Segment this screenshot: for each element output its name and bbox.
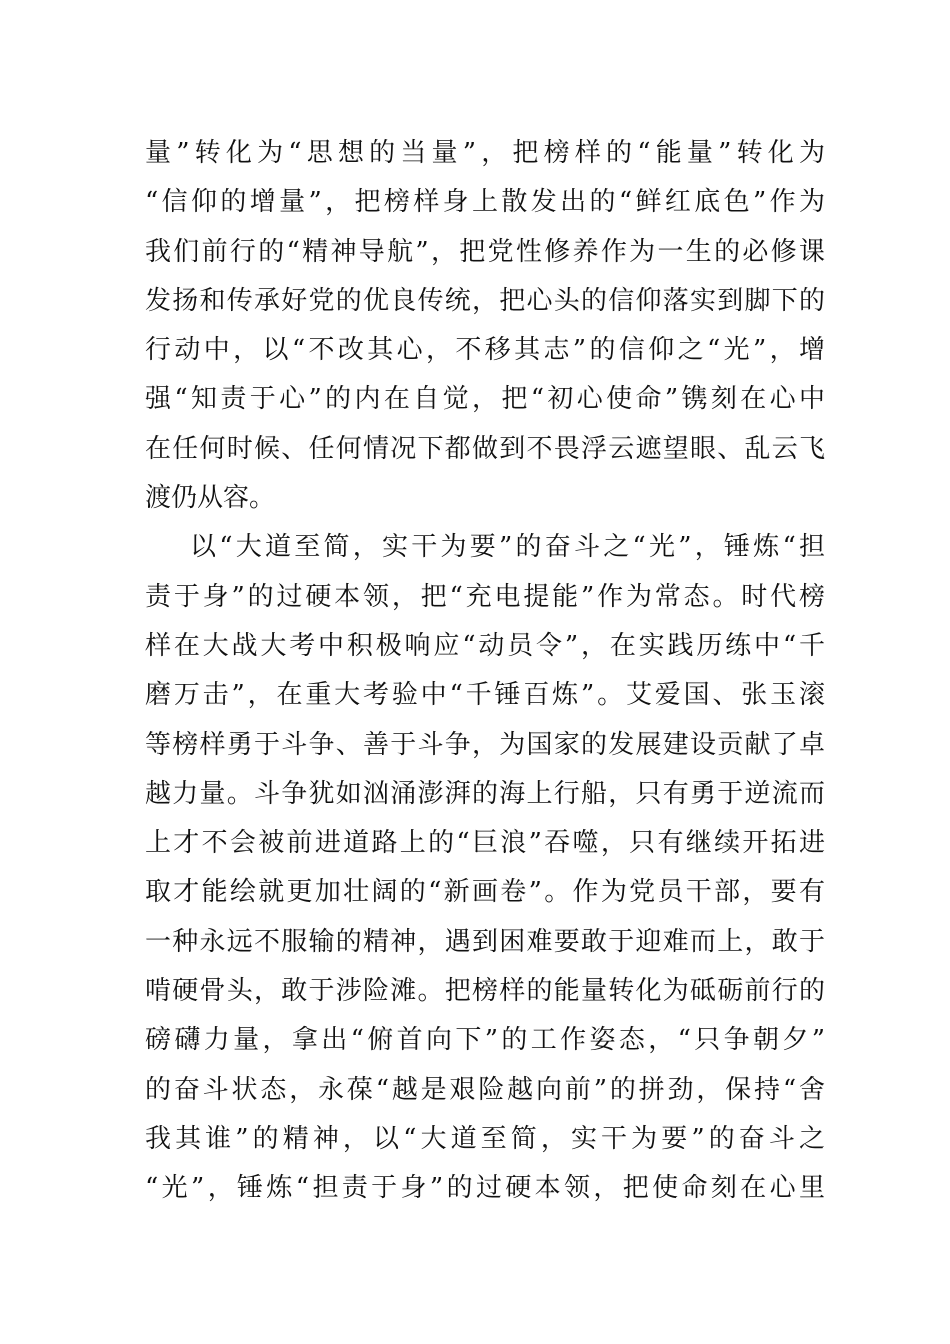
text-line: 一种永远不服输的精神，遇到困难要敢于迎难而上，敢于 (145, 926, 825, 957)
text-line: 责于身”的过硬本领，把“充电提能”作为常态。时代榜 (145, 581, 825, 612)
text-line: 磅礴力量，拿出“俯首向下”的工作姿态，“只争朝夕” (145, 1025, 825, 1056)
paragraph-2 (145, 523, 825, 1213)
text-line: 行动中，以“不改其心，不移其志”的信仰之“光”，增 (145, 335, 825, 366)
text-line: 上才不会被前进道路上的“巨浪”吞噬，只有继续开拓进 (145, 828, 825, 859)
text-line: 量”转化为“思想的当量”，把榜样的“能量”转化为 (145, 138, 825, 168)
text-line: 样在大战大考中积极响应“动员令”，在实践历练中“千 (145, 630, 825, 661)
text-line: “光”，锤炼“担责于身”的过硬本领，把使命刻在心里 (145, 1173, 825, 1204)
text-line: 越力量。斗争犹如汹涌澎湃的海上行船，只有勇于逆流而 (145, 778, 825, 809)
body-text (145, 129, 825, 1214)
text-line: 发扬和传承好党的优良传统，把心头的信仰落实到脚下的 (145, 285, 825, 316)
text-line: 啃硬骨头，敢于涉险滩。把榜样的能量转化为砥砺前行的 (145, 976, 825, 1007)
text-line: 磨万击”，在重大考验中“千锤百炼”。艾爱国、张玉滚 (145, 680, 825, 711)
text-line: “信仰的增量”，把榜样身上散发出的“鲜红底色”作为 (145, 187, 825, 218)
text-line: 等榜样勇于斗争、善于斗争，为国家的发展建设贡献了卓 (145, 729, 825, 760)
text-line: 取才能绘就更加壮阔的“新画卷”。作为党员干部，要有 (145, 877, 825, 908)
paragraph-1 (145, 129, 825, 523)
text-line: 的奋斗状态，永葆“越是艰险越向前”的拼劲，保持“舍 (145, 1074, 825, 1105)
text-line: 我其谁”的精神，以“大道至简，实干为要”的奋斗之 (145, 1123, 825, 1154)
text-line: 渡仍从容。 (145, 483, 276, 514)
text-line: 强“知责于心”的内在自觉，把“初心使命”镌刻在心中 (145, 384, 825, 415)
text-line: 以“大道至简，实干为要”的奋斗之“光”，锤炼“担 (190, 532, 825, 563)
text-line: 我们前行的“精神导航”，把党性修养作为一生的必修课 (145, 236, 825, 267)
text-line: 在任何时候、任何情况下都做到不畏浮云遮望眼、乱云飞 (145, 433, 825, 464)
